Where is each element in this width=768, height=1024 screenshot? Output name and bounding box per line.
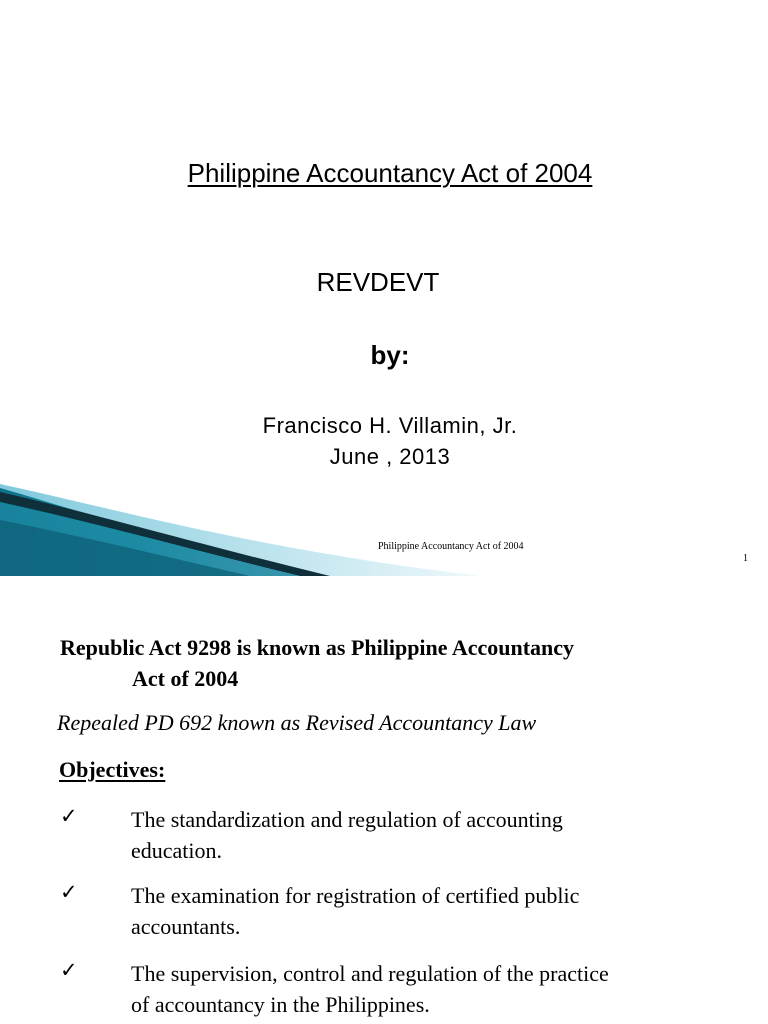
slide-subtitle: REVDEVT — [316, 267, 440, 297]
republic-act-heading — [60, 632, 740, 694]
by-label: by: — [370, 340, 410, 370]
decorative-wave-graphic — [0, 480, 480, 576]
presentation-date: June , 2013 — [329, 444, 451, 469]
heading-line-1: Republic Act 9298 is known as Philippine Accountancy — [60, 635, 575, 660]
objective-line-1: The supervision, control and regulation of the practice — [131, 961, 609, 986]
slide-title: Philippine Accountancy Act of 2004 — [187, 158, 593, 188]
author-name: Francisco H. Villamin, Jr. — [262, 413, 518, 438]
objective-line-2: of accountancy in the Philippines. — [131, 992, 430, 1017]
checkmark-icon: ✓ — [60, 804, 78, 828]
objectives-label: Objectives: — [59, 757, 166, 782]
objective-line-2: education. — [131, 838, 223, 863]
objective-line-2: accountants. — [131, 914, 241, 939]
page-number: 1 — [743, 553, 748, 564]
checkmark-icon: ✓ — [60, 880, 78, 904]
checkmark-icon: ✓ — [60, 958, 78, 982]
objective-line-1: The standardization and regulation of accounting — [131, 807, 563, 832]
heading-line-2: Act of 2004 — [132, 666, 239, 691]
slide-footer: Philippine Accountancy Act of 2004 — [378, 541, 524, 552]
repealed-note: Repealed PD 692 known as Revised Accountancy Law — [57, 710, 537, 735]
author-block — [0, 410, 768, 472]
objective-line-1: The examination for registration of certified public — [131, 883, 580, 908]
